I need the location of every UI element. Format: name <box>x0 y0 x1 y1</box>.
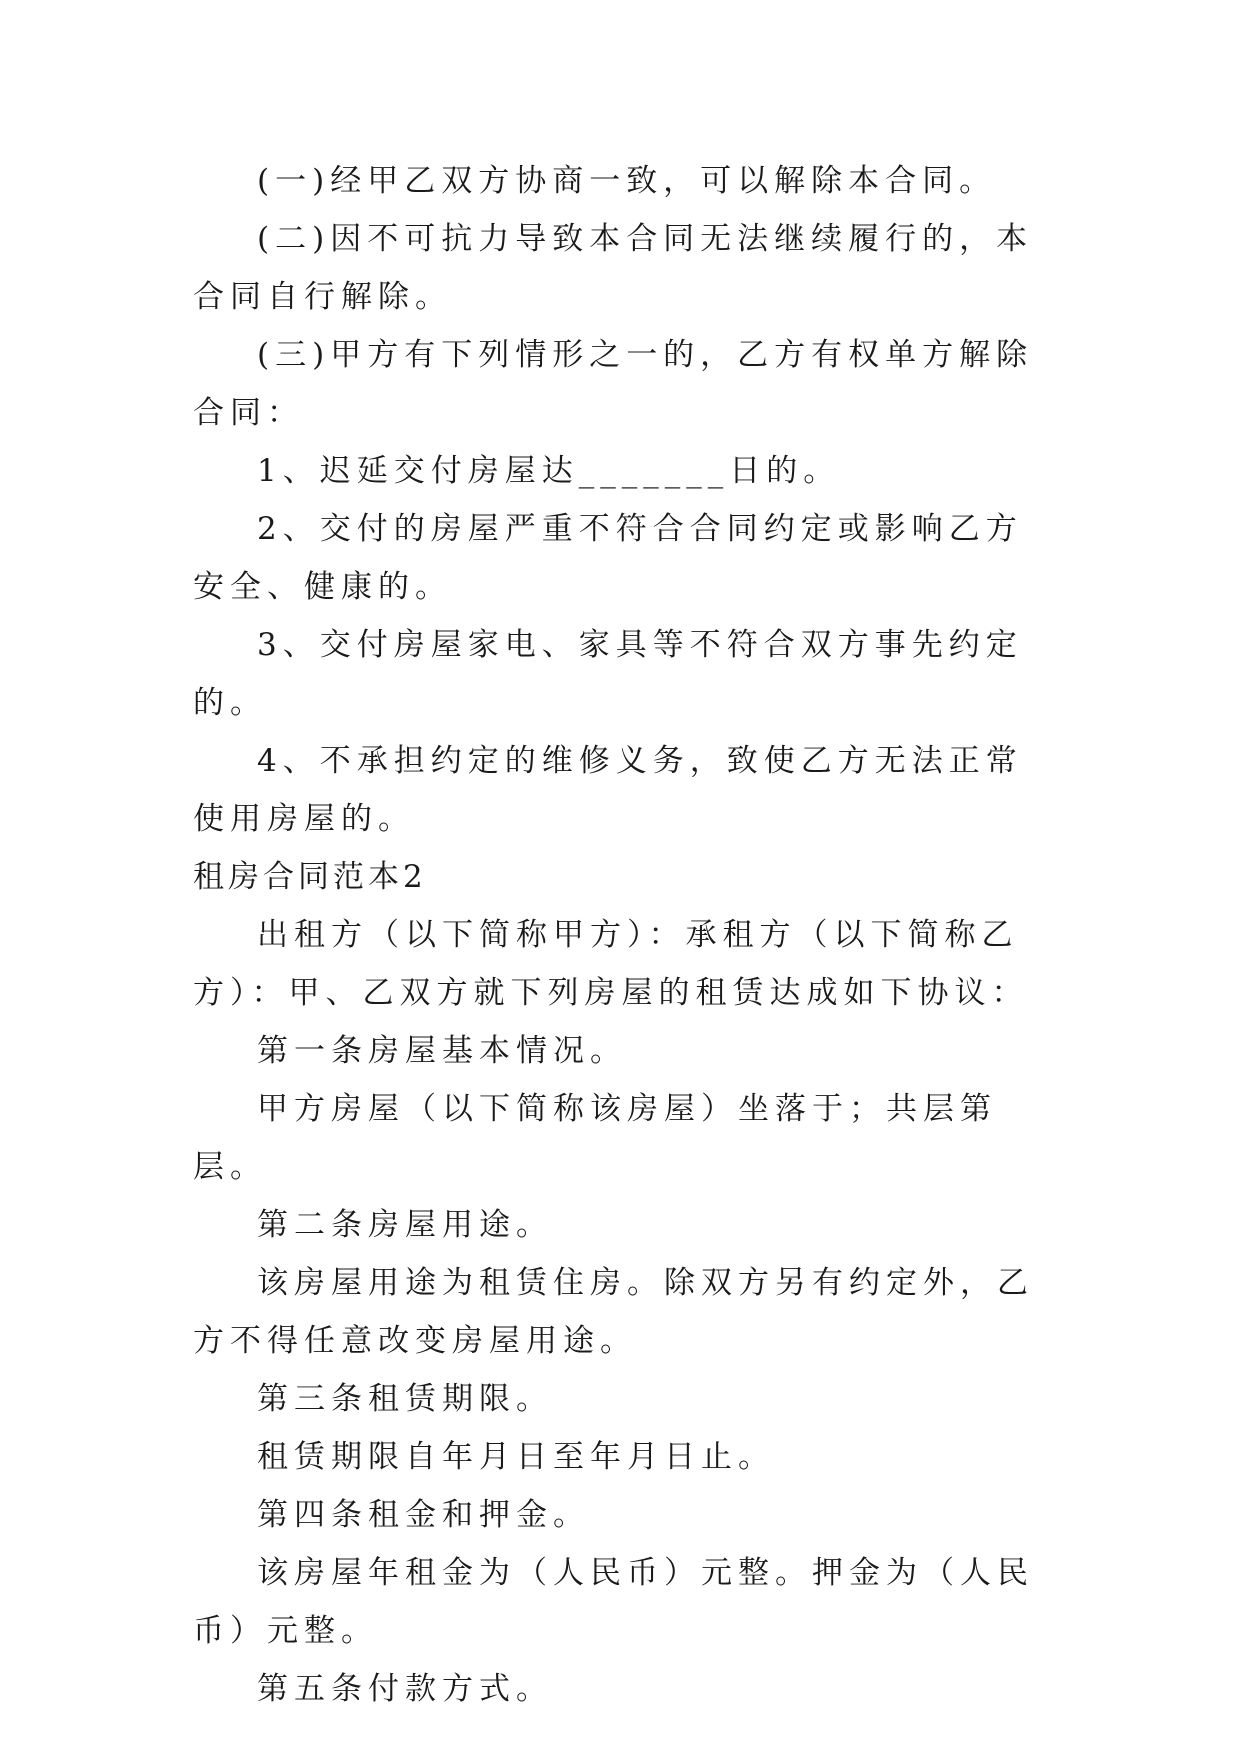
parties-paragraph: 出租方（以下简称甲方）：承租方（以下简称乙方）：甲、乙双方就下列房屋的租赁达成如下协议： <box>193 917 1029 1011</box>
list-item: 3、交付房屋家电、家具等不符合双方事先约定的。 <box>193 627 1023 721</box>
article-body: 该房屋用途为租赁住房。除双方另有约定外，乙方不得任意改变房屋用途。 <box>193 1265 1034 1359</box>
section-title: 租房合同范本2 <box>193 859 427 895</box>
list-item: 1、迟延交付房屋达_______日的。 <box>257 453 841 489</box>
clause-unilateral-termination: (三)甲方有下列情形之一的，乙方有权单方解除合同： <box>193 337 1034 431</box>
article-heading: 第二条房屋用途。 <box>257 1207 553 1243</box>
article-body: 租赁期限自年月日至年月日止。 <box>257 1439 775 1475</box>
article-body: 甲方房屋（以下简称该房屋）坐落于；共层第层。 <box>193 1091 997 1185</box>
article-heading: 第三条租赁期限。 <box>257 1381 553 1417</box>
list-item: 2、交付的房屋严重不符合合同约定或影响乙方安全、健康的。 <box>193 511 1023 605</box>
clause-force-majeure: (二)因不可抗力导致本合同无法继续履行的，本合同自行解除。 <box>193 221 1034 315</box>
list-item: 4、不承担约定的维修义务，致使乙方无法正常使用房屋的。 <box>193 743 1023 837</box>
article-heading: 第一条房屋基本情况。 <box>257 1033 627 1069</box>
clause-mutual-termination: (一)经甲乙双方协商一致，可以解除本合同。 <box>257 163 997 199</box>
article-heading: 第五条付款方式。 <box>257 1671 553 1707</box>
article-heading: 第四条租金和押金。 <box>257 1497 590 1533</box>
document-page <box>193 152 1053 1718</box>
article-body: 该房屋年租金为（人民币）元整。押金为（人民币）元整。 <box>193 1555 1034 1649</box>
